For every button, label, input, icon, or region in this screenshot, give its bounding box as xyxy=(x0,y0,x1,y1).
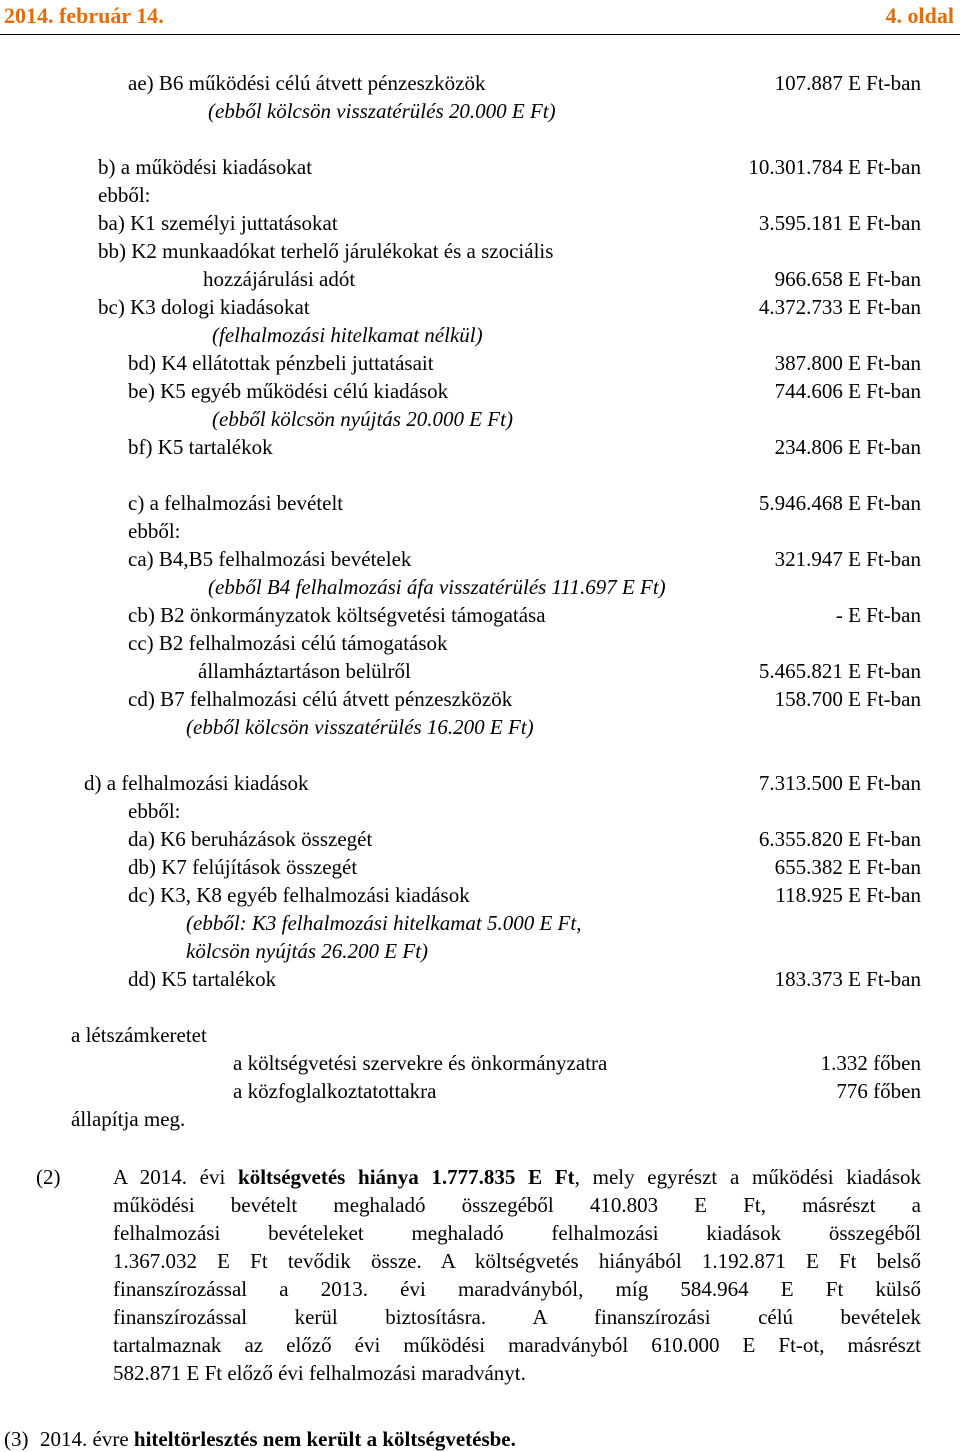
para2-line: 1.367.032 E Ft tevődik össze. A költségvetés hiányából 1.192.871 E Ft belső xyxy=(113,1249,921,1273)
row-label: bb) K2 munkaadókat terhelő járulékokat és a szociális xyxy=(98,239,554,263)
row-value: 158.700 E Ft-ban xyxy=(774,687,921,711)
row-value: 10.301.784 E Ft-ban xyxy=(748,155,921,179)
para2-line: finanszírozással kerül biztosításra. A finanszírozási célú bevételek xyxy=(113,1305,921,1329)
row-label: cc) B2 felhalmozási célú támogatások xyxy=(128,631,448,655)
staff-intro: a létszámkeretet xyxy=(71,1023,207,1047)
row-label: ebből: xyxy=(128,799,181,823)
row-value: 5.946.468 E Ft-ban xyxy=(758,491,921,515)
page-header xyxy=(0,0,960,35)
row-note: (ebből B4 felhalmozási áfa visszatérülés 111.697 E Ft) xyxy=(208,575,666,599)
row-label: bd) K4 ellátottak pénzbeli juttatásait xyxy=(128,351,434,375)
row-label: cb) B2 önkormányzatok költségvetési támogatása xyxy=(128,603,546,627)
row-label: dc) K3, K8 egyéb felhalmozási kiadások xyxy=(128,883,470,907)
row-value: 7.313.500 E Ft-ban xyxy=(758,771,921,795)
row-note: kölcsön nyújtás 26.200 E Ft) xyxy=(186,939,429,963)
row-value: 4.372.733 E Ft-ban xyxy=(758,295,921,319)
staff-line2-value: 776 főben xyxy=(836,1079,921,1103)
row-label: bf) K5 tartalékok xyxy=(128,435,273,459)
row-value: 387.800 E Ft-ban xyxy=(774,351,921,375)
para2-bold-text: költségvetés hiánya 1.777.835 E Ft xyxy=(238,1165,575,1189)
staff-line1-value: 1.332 főben xyxy=(820,1051,921,1075)
row-value: 655.382 E Ft-ban xyxy=(774,855,921,879)
para2-line xyxy=(113,1163,921,1191)
row-value: 5.465.821 E Ft-ban xyxy=(758,659,921,683)
row-label: ba) K1 személyi juttatásokat xyxy=(98,211,338,235)
para2-line: 582.871 E Ft előző évi felhalmozási maradványt. xyxy=(113,1361,526,1385)
row-value: 6.355.820 E Ft-ban xyxy=(758,827,921,851)
para2-line: tartalmaznak az előző évi működési maradványból 610.000 E Ft-ot, másrészt xyxy=(113,1333,921,1357)
row-label: db) K7 felújítások összegét xyxy=(128,855,358,879)
para2-line: felhalmozási bevételeket meghaladó felhalmozási kiadások összegéből xyxy=(113,1221,921,1245)
para3-number: (3) xyxy=(4,1427,29,1451)
staff-outro: állapítja meg. xyxy=(71,1107,186,1131)
para3-body xyxy=(40,1426,516,1452)
para3-bold-text: hiteltörlesztés nem került a költségvetésbe. xyxy=(133,1427,516,1451)
staff-line1-label: a költségvetési szervekre és önkormányzatra xyxy=(233,1051,608,1075)
row-value: 183.373 E Ft-ban xyxy=(774,967,921,991)
row-label: c) a felhalmozási bevételt xyxy=(128,491,344,515)
para2-line: finanszírozással a 2013. évi maradványból, míg 584.964 E Ft külső xyxy=(113,1277,921,1301)
row-label: bc) K3 dologi kiadásokat xyxy=(98,295,310,319)
row-value: 744.606 E Ft-ban xyxy=(774,379,921,403)
staff-line2-label: a közfoglalkoztatottakra xyxy=(233,1079,437,1103)
header-page-number: 4. oldal xyxy=(885,3,954,28)
para2-text: , mely egyrészt a működési kiadások xyxy=(574,1165,921,1189)
row-label: d) a felhalmozási kiadások xyxy=(84,771,309,795)
row-label: cd) B7 felhalmozási célú átvett pénzeszközök xyxy=(128,687,513,711)
row-label: ebből: xyxy=(128,519,181,543)
row-note: (ebből: K3 felhalmozási hitelkamat 5.000 E Ft, xyxy=(186,911,582,935)
row-label: ebből: xyxy=(98,183,151,207)
para3-text: 2014. évre xyxy=(40,1427,134,1451)
row-label: da) K6 beruházások összegét xyxy=(128,827,373,851)
row-label: hozzájárulási adót xyxy=(203,267,356,291)
row-note: (ebből kölcsön visszatérülés 20.000 E Ft) xyxy=(208,99,556,123)
para2-number: (2) xyxy=(36,1165,61,1189)
row-label: ae) B6 működési célú átvett pénzeszközök xyxy=(128,71,486,95)
row-value: 234.806 E Ft-ban xyxy=(774,435,921,459)
para2-body xyxy=(113,1163,921,1387)
row-value: - E Ft-ban xyxy=(835,603,921,627)
row-note: (felhalmozási hitelkamat nélkül) xyxy=(212,323,483,347)
row-value: 107.887 E Ft-ban xyxy=(774,71,921,95)
row-label: be) K5 egyéb működési célú kiadások xyxy=(128,379,449,403)
row-note: (ebből kölcsön nyújtás 20.000 E Ft) xyxy=(212,407,513,431)
row-label: dd) K5 tartalékok xyxy=(128,967,277,991)
para2-line: működési bevételt meghaladó összegéből 410.803 E Ft, másrészt a xyxy=(113,1193,921,1217)
row-value: 3.595.181 E Ft-ban xyxy=(758,211,921,235)
row-value: 966.658 E Ft-ban xyxy=(774,267,921,291)
row-label: államháztartáson belülről xyxy=(198,659,411,683)
row-value: 321.947 E Ft-ban xyxy=(774,547,921,571)
row-label: b) a működési kiadásokat xyxy=(98,155,313,179)
para2-text: A 2014. évi xyxy=(113,1165,239,1189)
header-date: 2014. február 14. xyxy=(4,3,164,28)
row-value: 118.925 E Ft-ban xyxy=(775,883,921,907)
row-note: (ebből kölcsön visszatérülés 16.200 E Ft) xyxy=(186,715,534,739)
row-label: ca) B4,B5 felhalmozási bevételek xyxy=(128,547,412,571)
